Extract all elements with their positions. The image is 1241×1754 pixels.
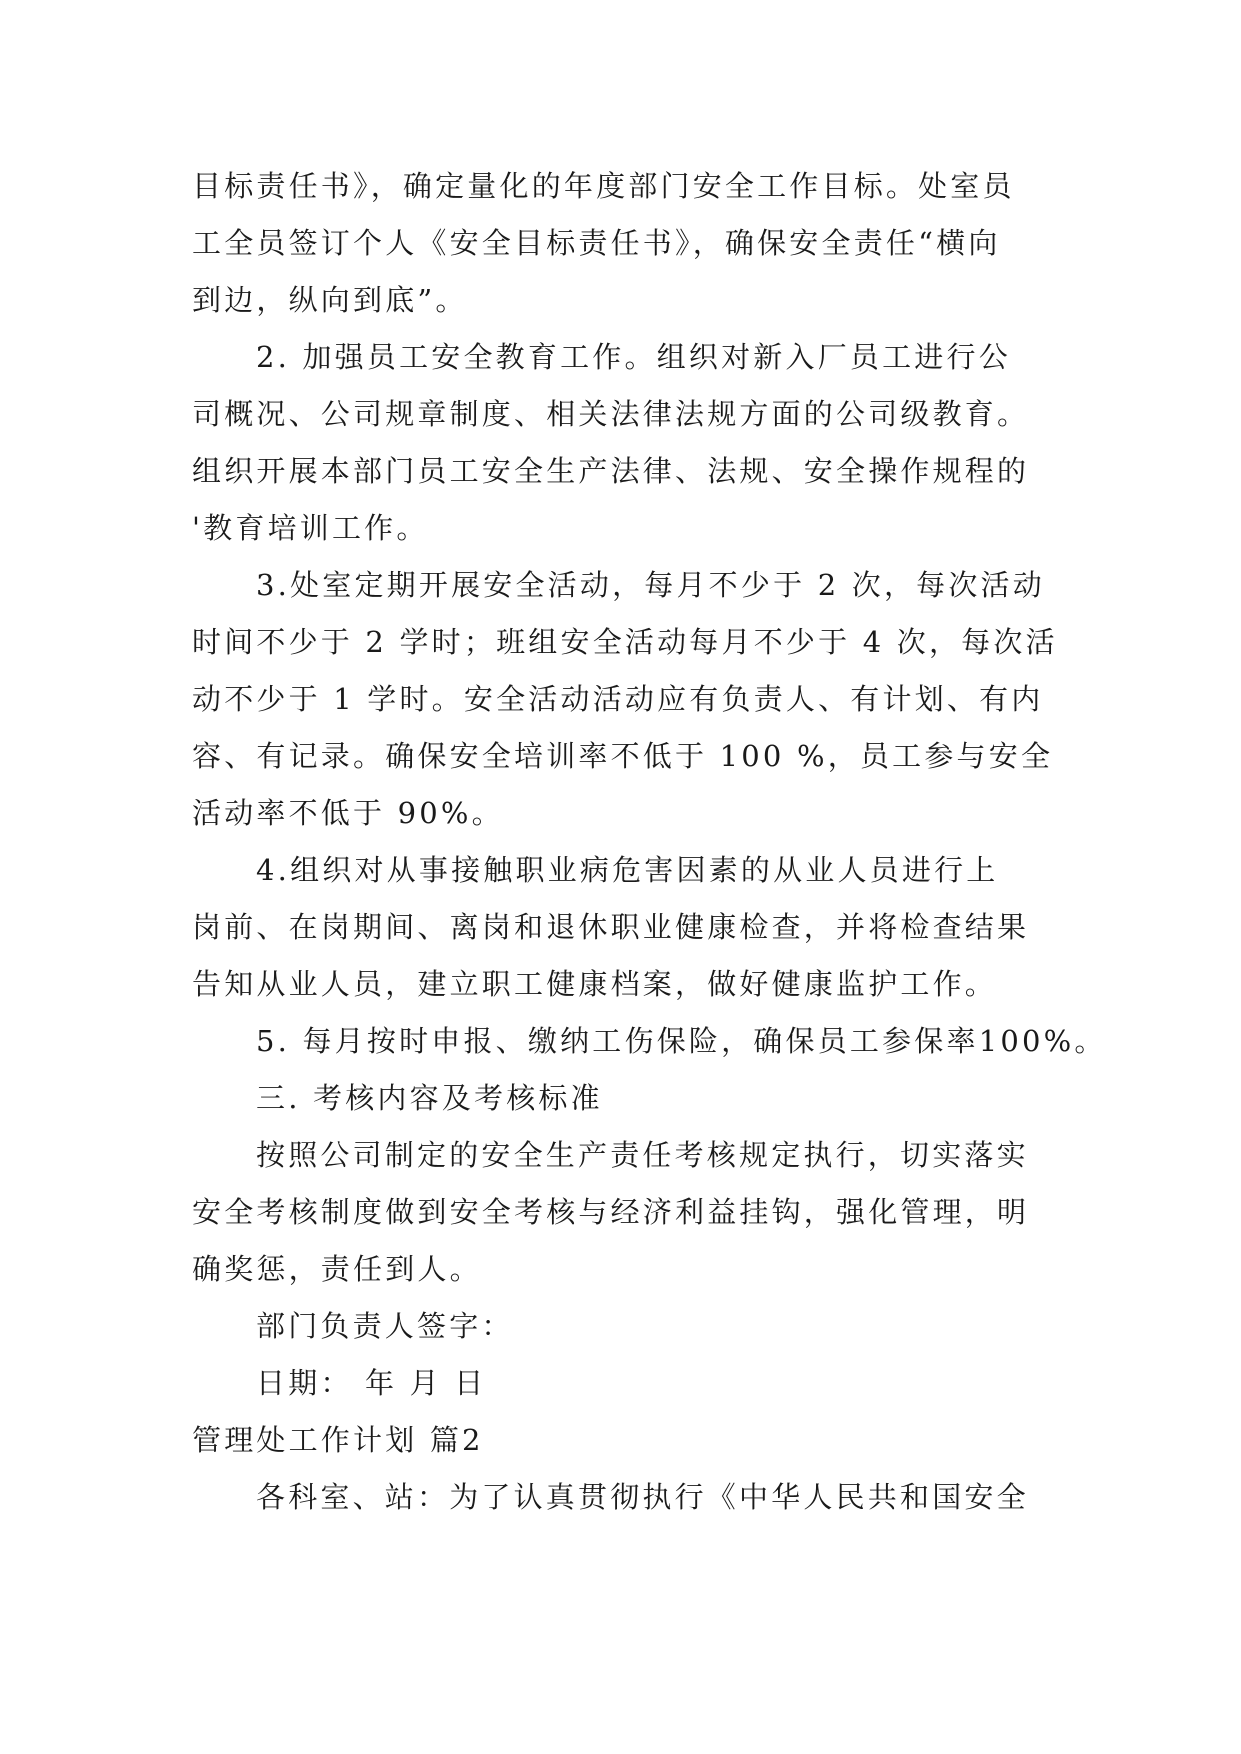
- text-line: 确奖惩，责任到人。: [192, 1252, 482, 1286]
- text-line: '教育培训工作。: [192, 511, 429, 545]
- text-line: 告知从业人员，建立职工健康档案，做好健康监护工作。: [192, 967, 998, 1001]
- signature-label: 部门负责人签字：: [256, 1309, 514, 1343]
- text-line: 活动率不低于 90%。: [192, 796, 504, 830]
- text-line: 容、有记录。确保安全培训率不低于 100 %，员工参与安全: [192, 739, 1054, 773]
- section-heading: 三. 考核内容及考核标准: [256, 1081, 603, 1115]
- text-line: 按照公司制定的安全生产责任考核规定执行，切实落实: [256, 1138, 1029, 1172]
- text-line: 5. 每月按时申报、缴纳工伤保险，确保员工参保率100%。: [256, 1024, 1107, 1058]
- date-label: 日期： 年 月 日: [256, 1366, 487, 1400]
- text-line: 各科室、站：为了认真贯彻执行《中华人民共和国安全: [256, 1480, 1029, 1514]
- text-line: 4.组织对从事接触职业病危害因素的从业人员进行上: [256, 853, 999, 887]
- text-line: 目标责任书》，确定量化的年度部门安全工作目标。处室员: [192, 169, 1015, 203]
- text-line: 组织开展本部门员工安全生产法律、法规、安全操作规程的: [192, 454, 1030, 488]
- article-title: 管理处工作计划 篇2: [192, 1423, 484, 1457]
- text-line: 时间不少于 2 学时；班组安全活动每月不少于 4 次，每次活: [192, 625, 1058, 659]
- text-line: 3.处室定期开展安全活动，每月不少于 2 次，每次活动: [256, 568, 1045, 602]
- text-line: 安全考核制度做到安全考核与经济利益挂钩，强化管理，明: [192, 1195, 1030, 1229]
- text-line: 到边，纵向到底”。: [192, 283, 468, 317]
- text-line: 司概况、公司规章制度、相关法律法规方面的公司级教育。: [192, 397, 1030, 431]
- text-line: 岗前、在岗期间、离岗和退休职业健康检查，并将检查结果: [192, 910, 1030, 944]
- text-line: 工全员签订个人《安全目标责任书》，确保安全责任“横向: [192, 226, 1001, 260]
- text-line: 动不少于 1 学时。安全活动活动应有负责人、有计划、有内: [192, 682, 1044, 716]
- text-line: 2. 加强员工安全教育工作。组织对新入厂员工进行公: [256, 340, 1011, 374]
